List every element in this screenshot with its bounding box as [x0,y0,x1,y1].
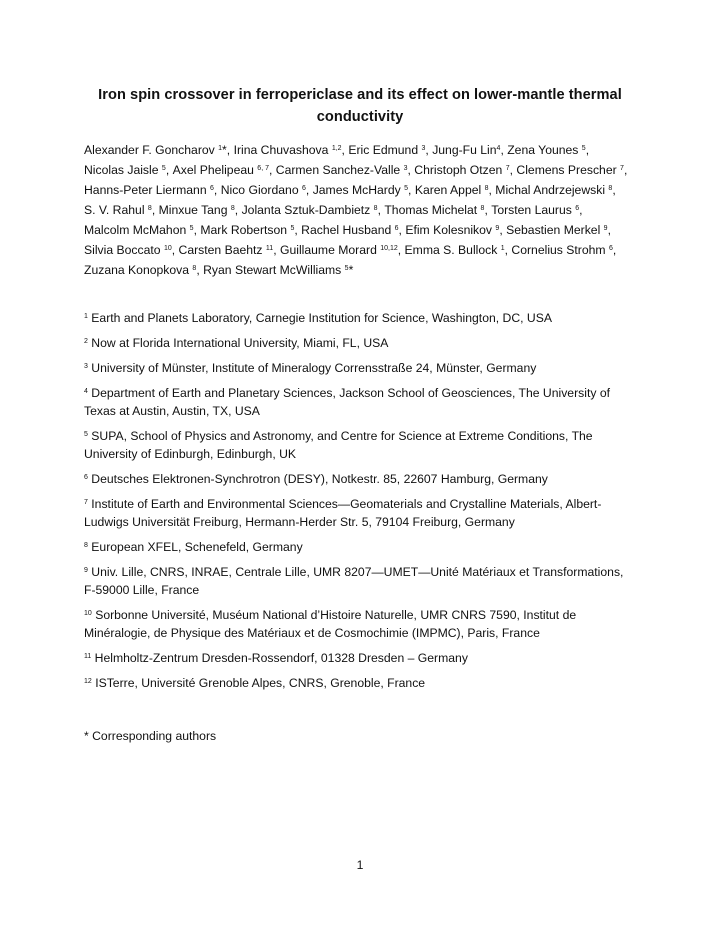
author-name: Eric Edmund [348,143,419,157]
corresponding-authors-note: * Corresponding authors [84,729,217,743]
author-affiliation-marker: 7 [505,165,510,173]
author-name: Mark Robertson [200,223,288,237]
author-29: Emma S. Bullock $^1$, [404,243,512,257]
affiliation-number: 3 [84,363,88,371]
author-name: Emma S. Bullock [404,243,498,257]
author-name: Jolanta Sztuk-Dambietz [241,203,371,217]
author-affiliation-marker: 9 [603,225,608,233]
author-affiliation-marker: 9 [495,225,500,233]
affiliation-number: 4 [84,388,88,396]
author-name: Nico Giordano [220,183,299,197]
author-name: Efim Kolesnikov [405,223,493,237]
author-5: Zena Younes $^5$, [507,143,590,157]
affiliation-12 [84,674,636,692]
author-6: Nicolas Jaisle $^5$, [84,163,173,177]
author-name: Karen Appel [414,183,482,197]
affiliation-text: Sorbonne Université, Muséum National d’Histoire Naturelle, UMR CNRS 7590, Institut de Minéralogie, de Physique des Matériaux et de Cosmochimie (IMPMC), Paris, France [84,608,577,640]
affiliation-number: 12 [84,678,92,686]
affiliation-11 [84,649,636,667]
author-name: Rachel Husband [301,223,392,237]
author-affiliation-marker: 5 [189,225,194,233]
author-affiliation-marker: 11 [265,245,274,253]
author-affiliation-marker: 6 [575,205,580,213]
author-affiliation-marker: 8 [192,265,197,273]
author-4: Jung-Fu Lin$^4$, [432,143,508,157]
affiliation-number: 1 [84,313,88,321]
author-affiliation-marker: 8 [230,205,235,213]
author-name: Malcolm McMahon [84,223,187,237]
author-32: Ryan Stewart McWilliams $^5$* [203,263,354,277]
affiliation-6 [84,470,636,488]
affiliation-text: Now at Florida International University, Miami, FL, USA [91,336,389,350]
author-name: Cornelius Strohm [511,243,606,257]
paper-title: Iron spin crossover in ferropericlase and its effect on lower-mantle thermal conductivity [98,87,622,125]
author-30: Cornelius Strohm $^6$, [511,243,617,257]
author-16: S. V. Rahul $^8$, [84,203,159,217]
author-name: Guillaume Morard [279,243,377,257]
author-affiliation-marker: 5 [290,225,295,233]
author-11: Hanns-Peter Liermann $^6$, [84,183,221,197]
affiliation-list [84,309,636,699]
affiliation-text: Earth and Planets Laboratory, Carnegie Institution for Science, Washington, DC, USA [91,311,552,325]
author-affiliation-marker: 7 [620,165,624,173]
author-7: Axel Phelipeau $^{6, 7}$, [172,163,276,177]
author-12: Nico Giordano $^6$, [220,183,313,197]
author-name: Carsten Baehtz [178,243,263,257]
author-25: Sebastien Merkel $^9$, [506,223,611,237]
author-affiliation-marker: 5 [404,185,409,193]
author-1: Alexander F. Goncharov $^1$*, [84,143,234,157]
author-17: Minxue Tang $^8$, [158,203,242,217]
author-9: Christoph Otzen $^7$, [414,163,517,177]
affiliation-3 [84,359,636,377]
author-affiliation-marker: 6 [302,185,306,193]
author-24: Efim Kolesnikov $^9$, [405,223,507,237]
author-name: Sebastien Merkel [506,223,601,237]
author-27: Carsten Baehtz $^{11}$, [178,243,280,257]
affiliation-text: University of Münster, Institute of Mineralogy Corrensstraße 24, Münster, Germany [91,361,537,375]
author-affiliation-marker: 3 [403,165,408,173]
author-name: Nicolas Jaisle [84,163,159,177]
author-name: Christoph Otzen [414,163,503,177]
page-number: 1 [356,858,364,872]
author-affiliation-marker: 5 [344,265,349,273]
author-affiliation-marker: 4 [496,145,501,153]
affiliation-number: 2 [84,338,88,346]
author-13: James McHardy $^5$, [312,183,415,197]
author-19: Thomas Michelat $^8$, [384,203,492,217]
author-name: Minxue Tang [158,203,228,217]
author-23: Rachel Husband $^6$, [301,223,406,237]
affiliation-7 [84,495,636,531]
author-15: Michal Andrzejewski $^8$, [495,183,616,197]
author-8: Carmen Sanchez-Valle $^3$, [275,163,415,177]
author-affiliation-marker: 1 [218,145,223,153]
author-affiliation-marker: 6 [210,185,214,193]
affiliation-number: 7 [84,499,88,507]
author-22: Mark Robertson $^5$, [200,223,302,237]
affiliation-number: 6 [84,474,88,482]
author-affiliation-marker: 8 [480,205,485,213]
affiliation-text: European XFEL, Schenefeld, Germany [91,540,303,554]
affiliation-text: ISTerre, Université Grenoble Alpes, CNRS, Grenoble, France [95,676,426,690]
author-list [84,140,636,280]
author-affiliation-marker: 3 [421,145,426,153]
affiliation-text: Institute of Earth and Environmental Sciences—Geomaterials and Crystalline Materials, Albert-Ludwigs Universität Freiburg, Hermann-Herder Str. 5, 79104 Freiburg, Germany [84,497,602,529]
affiliation-text: SUPA, School of Physics and Astronomy, and Centre for Science at Extreme Conditions, The University of Edinburgh, Edinburgh, UK [84,429,593,461]
affiliation-1 [84,309,636,327]
author-2: Irina Chuvashova $^{1,2}$, [233,143,349,157]
author-affiliation-marker: 5 [581,145,586,153]
author-name: S. V. Rahul [84,203,145,217]
affiliation-4 [84,384,636,420]
author-affiliation-marker: 8 [373,205,378,213]
author-21: Malcolm McMahon $^5$, [84,223,201,237]
author-affiliation-marker: 6 [608,245,613,253]
author-name: Torsten Laurus [491,203,572,217]
author-affiliation-marker: 5 [161,165,166,173]
author-31: Zuzana Konopkova $^8$, [84,263,204,277]
affiliation-text: Univ. Lille, CNRS, INRAE, Centrale Lille, UMR 8207—UMET—Unité Matériaux et Transformations, F-59000 Lille, France [84,565,624,597]
author-affiliation-marker: 1 [500,245,505,253]
author-affiliation-marker: 8 [147,205,152,213]
affiliation-9 [84,563,636,599]
author-affiliation-marker: 8 [484,185,489,193]
author-name: Clemens Prescher [516,163,617,177]
affiliation-number: 5 [84,431,88,439]
affiliation-text: Deutsches Elektronen-Synchrotron (DESY), Notkestr. 85, 22607 Hamburg, Germany [91,472,548,486]
author-name: Michal Andrzejewski [495,183,606,197]
affiliation-2 [84,334,636,352]
affiliation-5 [84,427,636,463]
affiliation-10 [84,606,636,642]
author-name: Carmen Sanchez-Valle [275,163,401,177]
author-26: Silvia Boccato $^{10}$, [84,243,179,257]
author-28: Guillaume Morard $^{10,12}$, [279,243,405,257]
author-affiliation-marker: 8 [608,185,613,193]
affiliation-8 [84,538,636,556]
author-name: Alexander F. Goncharov [84,143,215,157]
author-14: Karen Appel $^8$, [414,183,496,197]
author-name: James McHardy [312,183,401,197]
author-name: Hanns-Peter Liermann [84,183,207,197]
author-name: Irina Chuvashova [233,143,329,157]
author-name: Axel Phelipeau [172,163,254,177]
affiliation-number: 11 [84,653,92,661]
author-affiliation-marker: 10,12 [380,245,398,253]
author-3: Eric Edmund $^3$, [348,143,433,157]
author-affiliation-marker: 6 [394,225,399,233]
affiliation-text: Helmholtz-Zentrum Dresden-Rossendorf, 01328 Dresden – Germany [94,651,468,665]
author-10: Clemens Prescher $^7$, [516,163,628,177]
author-name: Ryan Stewart McWilliams [203,263,342,277]
author-name: Zena Younes [507,143,579,157]
affiliation-number: 10 [84,610,92,618]
author-20: Torsten Laurus $^6$, [491,203,583,217]
author-name: Thomas Michelat [384,203,478,217]
affiliation-text: Department of Earth and Planetary Sciences, Jackson School of Geosciences, The University of Texas at Austin, Austin, TX, USA [84,386,610,418]
author-name: Zuzana Konopkova [84,263,190,277]
author-name: Silvia Boccato [84,243,161,257]
author-affiliation-marker: 1,2 [331,145,342,153]
author-name: Jung-Fu Lin [432,143,497,157]
affiliation-number: 8 [84,542,88,550]
author-affiliation-marker: 6, 7 [257,165,269,173]
affiliation-number: 9 [84,567,88,575]
author-18: Jolanta Sztuk-Dambietz $^8$, [241,203,385,217]
author-affiliation-marker: 10 [163,245,172,253]
